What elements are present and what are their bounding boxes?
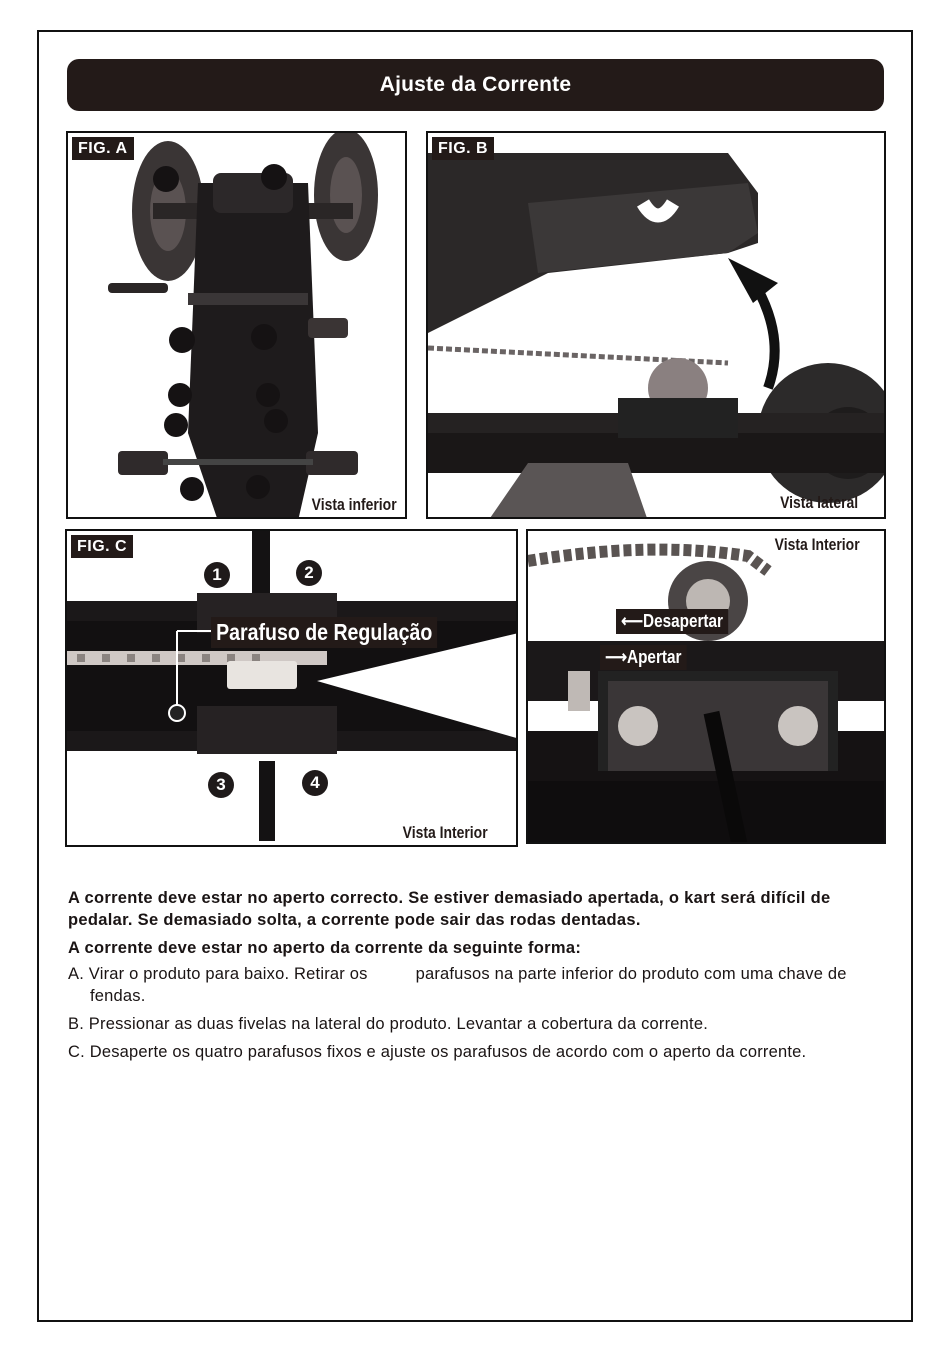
fig-a-label: FIG. A bbox=[72, 137, 134, 160]
page-title bbox=[67, 59, 884, 111]
number-badge-2: 2 bbox=[296, 560, 322, 586]
number-badge-3: 3 bbox=[208, 772, 234, 798]
step-b-prefix: B. bbox=[68, 1015, 84, 1033]
loosen-callout bbox=[616, 609, 728, 634]
fig-c-view-label: Vista Interior bbox=[403, 823, 488, 842]
fig-b-label: FIG. B bbox=[432, 137, 494, 160]
step-c-text: Desaperte os quatro parafusos fixos e ajuste os parafusos de acordo com o aperto da corrente. bbox=[89, 1043, 807, 1061]
loosen-label: Desapertar bbox=[643, 611, 723, 631]
figure-b bbox=[426, 131, 886, 519]
step-b-text: Pressionar as duas fivelas na lateral do produto. Levantar a cobertura da corrente. bbox=[88, 1015, 709, 1033]
tighten-arrow-icon: ⟶ bbox=[605, 647, 628, 667]
step-c-prefix: C. bbox=[68, 1043, 85, 1061]
number-badge-4: 4 bbox=[302, 770, 328, 796]
instructions bbox=[68, 887, 878, 1069]
loosen-arrow-icon: ⟵ bbox=[621, 611, 644, 631]
lead-paragraph: A corrente deve estar no aperto da corrente da seguinte forma: bbox=[68, 939, 582, 957]
step-a-prefix: A. bbox=[68, 965, 84, 983]
fig-a-view-label: Vista inferior bbox=[312, 495, 397, 514]
step-a bbox=[68, 963, 878, 1007]
figure-a bbox=[66, 131, 407, 519]
figure-c-detail-illustration bbox=[528, 531, 886, 844]
figure-a-illustration bbox=[68, 133, 407, 519]
fig-b-view-label: Vista lateral bbox=[779, 493, 858, 512]
figure-c-detail bbox=[526, 529, 886, 844]
step-a-text-after: parafusos na parte inferior do produto com uma chave de fendas. bbox=[90, 965, 847, 1005]
figure-b-illustration bbox=[428, 133, 886, 519]
adjustment-screw-callout: Parafuso de Regulação bbox=[211, 617, 437, 648]
page-title-text: Ajuste da Corrente bbox=[379, 73, 572, 96]
intro-paragraph: A corrente deve estar no aperto correcto. Se estiver demasiado apertada, o kart será difícil de pedalar. Se demasiado solta, a corrente pode sair das rodas dentadas. bbox=[68, 889, 831, 929]
tighten-label: Apertar bbox=[627, 647, 682, 667]
step-b bbox=[68, 1013, 878, 1035]
step-a-text-before: Virar o produto para baixo. Retirar os bbox=[88, 965, 368, 983]
fig-c-label: FIG. C bbox=[71, 535, 133, 558]
number-badge-1: 1 bbox=[204, 562, 230, 588]
detail-view-label: Vista Interior bbox=[775, 535, 860, 554]
tighten-callout bbox=[600, 645, 687, 670]
figure-c-illustration bbox=[67, 531, 518, 847]
figure-c bbox=[65, 529, 518, 847]
step-c bbox=[68, 1041, 878, 1063]
